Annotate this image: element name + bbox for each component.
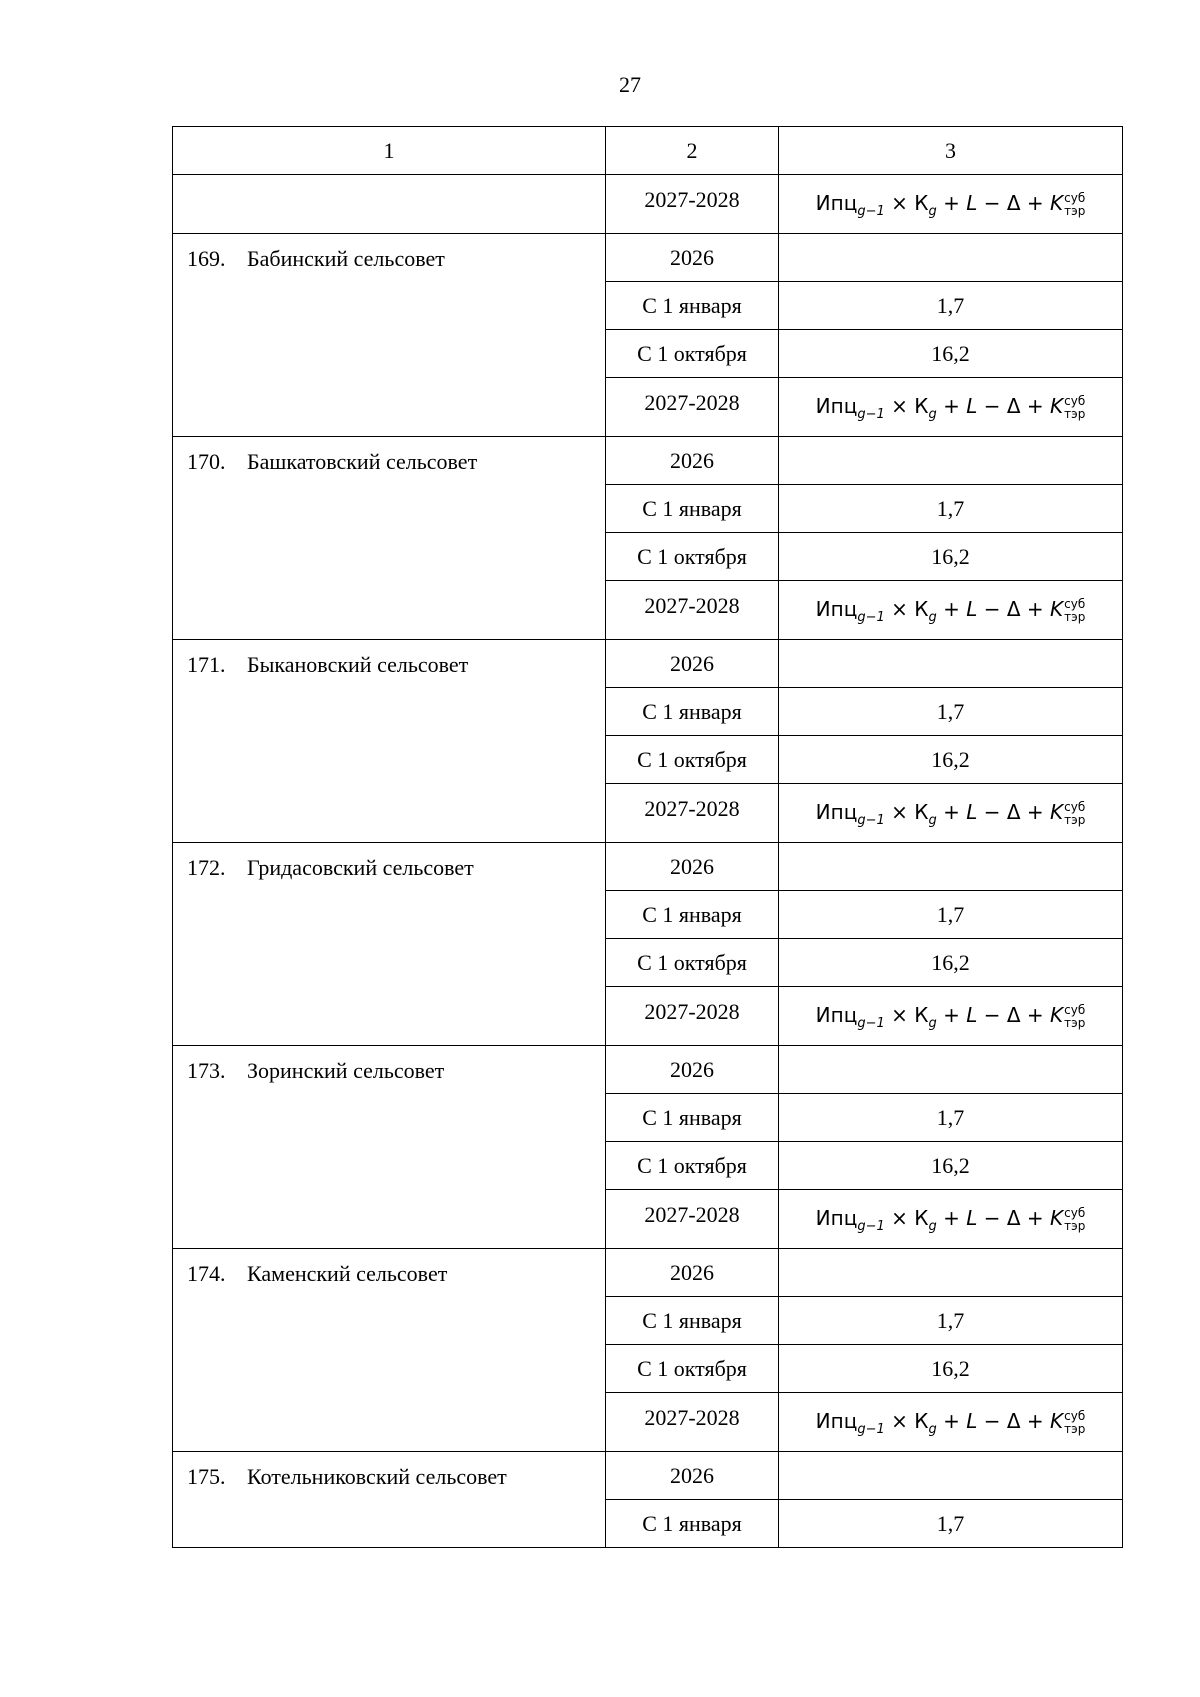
- formula-delta: Δ: [1006, 597, 1021, 621]
- formula-minus: −: [983, 1206, 1001, 1230]
- year-cell: 2026: [606, 843, 779, 891]
- period-cell: С 1 января: [606, 282, 779, 330]
- formula-ipc: Ипц: [815, 1206, 858, 1230]
- settlement-name-cell: [173, 1452, 606, 1548]
- value-cell: 1,7: [779, 485, 1123, 533]
- formula-kter-subscript: тэр: [1064, 1015, 1086, 1030]
- column-header-3: 3: [779, 127, 1123, 175]
- formula-delta: Δ: [1006, 1409, 1021, 1433]
- formula-delta: Δ: [1006, 1003, 1021, 1027]
- formula-ipc-subscript: g−1: [857, 1219, 885, 1234]
- formula-l: L: [966, 1409, 978, 1433]
- formula-plus-2: +: [1026, 800, 1044, 824]
- continuation-row: [173, 175, 1123, 234]
- formula-kter-subscript: тэр: [1064, 1421, 1086, 1436]
- period-cell: С 1 января: [606, 891, 779, 939]
- formula-kter-superscript: суб: [1064, 190, 1086, 205]
- formula-kter-superscript: суб: [1064, 596, 1086, 611]
- formula-kter: K: [1050, 1206, 1064, 1230]
- formula-plus-2: +: [1026, 1206, 1044, 1230]
- period-cell: С 1 октября: [606, 533, 779, 581]
- period-cell: 2027-2028: [606, 175, 779, 234]
- formula-cell: [779, 987, 1123, 1046]
- year-cell: 2026: [606, 234, 779, 282]
- period-cell: С 1 октября: [606, 1142, 779, 1190]
- value-cell: 1,7: [779, 1500, 1123, 1548]
- indexation-formula: [816, 192, 1086, 218]
- period-cell: 2027-2028: [606, 378, 779, 437]
- year-cell: 2026: [606, 1249, 779, 1297]
- period-cell: С 1 января: [606, 1094, 779, 1142]
- section-year-row: [173, 843, 1123, 891]
- formula-k-subscript: g: [928, 204, 937, 219]
- value-cell: 1,7: [779, 1297, 1123, 1345]
- settlement-name: Котельниковский сельсовет: [247, 1464, 507, 1489]
- formula-times: ×: [891, 800, 908, 824]
- formula-times: ×: [891, 1003, 908, 1027]
- period-cell: С 1 января: [606, 1500, 779, 1548]
- indexation-formula: [816, 1004, 1086, 1030]
- formula-cell: [779, 175, 1123, 234]
- formula-k-subscript: g: [928, 1422, 937, 1437]
- year-cell: 2026: [606, 1452, 779, 1500]
- formula-plus-2: +: [1026, 1003, 1044, 1027]
- formula-l: L: [966, 597, 978, 621]
- formula-kter: K: [1050, 1003, 1064, 1027]
- formula-k: К: [914, 191, 929, 215]
- empty-value-cell: [779, 1249, 1123, 1297]
- formula-kter-superscript: суб: [1064, 799, 1086, 814]
- formula-l: L: [966, 1003, 978, 1027]
- formula-ipc-subscript: g−1: [857, 407, 885, 422]
- formula-kter-subscript: тэр: [1064, 406, 1086, 421]
- formula-k-subscript: g: [928, 610, 937, 625]
- formula-kter: K: [1050, 191, 1064, 215]
- settlement-name-cell: [173, 234, 606, 437]
- formula-plus-2: +: [1026, 1409, 1044, 1433]
- period-cell: С 1 октября: [606, 939, 779, 987]
- formula-kter-subscript: тэр: [1064, 1218, 1086, 1233]
- formula-ipc-subscript: g−1: [857, 610, 885, 625]
- formula-k: К: [914, 1206, 929, 1230]
- period-cell: 2027-2028: [606, 1393, 779, 1452]
- tariff-table: [172, 126, 1123, 1548]
- settlement-name-cell: [173, 1249, 606, 1452]
- formula-kter-scripts: [1064, 801, 1085, 826]
- period-cell: 2027-2028: [606, 1190, 779, 1249]
- empty-value-cell: [779, 1046, 1123, 1094]
- formula-k-subscript: g: [928, 813, 937, 828]
- formula-plus-2: +: [1026, 394, 1044, 418]
- formula-kter: K: [1050, 800, 1064, 824]
- empty-value-cell: [779, 843, 1123, 891]
- formula-kter-scripts: [1064, 598, 1085, 623]
- value-cell: 1,7: [779, 688, 1123, 736]
- settlement-number: 173.: [187, 1058, 226, 1083]
- value-cell: 1,7: [779, 891, 1123, 939]
- formula-k: К: [914, 1409, 929, 1433]
- formula-cell: [779, 784, 1123, 843]
- formula-cell: [779, 581, 1123, 640]
- settlement-name: Каменский сельсовет: [247, 1261, 448, 1286]
- formula-plus: +: [943, 800, 960, 824]
- formula-ipc: Ипц: [815, 1003, 858, 1027]
- settlement-name-cell: [173, 640, 606, 843]
- section-year-row: [173, 1452, 1123, 1500]
- formula-kter-superscript: суб: [1064, 1205, 1086, 1220]
- formula-plus: +: [943, 394, 960, 418]
- settlement-name: Гридасовский сельсовет: [247, 855, 474, 880]
- formula-kter-subscript: тэр: [1064, 812, 1086, 827]
- formula-l: L: [966, 394, 978, 418]
- formula-k: К: [914, 1003, 929, 1027]
- period-cell: С 1 октября: [606, 330, 779, 378]
- period-cell: С 1 октября: [606, 1345, 779, 1393]
- settlement-number: 174.: [187, 1261, 226, 1286]
- formula-k: К: [914, 394, 929, 418]
- formula-times: ×: [891, 1206, 908, 1230]
- empty-value-cell: [779, 437, 1123, 485]
- section-year-row: [173, 1249, 1123, 1297]
- formula-kter-scripts: [1064, 1004, 1085, 1029]
- settlement-name: Быкановский сельсовет: [247, 652, 469, 677]
- year-cell: 2026: [606, 1046, 779, 1094]
- formula-minus: −: [983, 1409, 1001, 1433]
- formula-minus: −: [983, 191, 1001, 215]
- period-cell: 2027-2028: [606, 987, 779, 1046]
- formula-times: ×: [891, 394, 908, 418]
- period-cell: С 1 января: [606, 688, 779, 736]
- formula-ipc-subscript: g−1: [857, 1016, 885, 1031]
- settlement-name: Зоринский сельсовет: [247, 1058, 445, 1083]
- settlement-number: 171.: [187, 652, 226, 677]
- formula-k-subscript: g: [928, 407, 937, 422]
- indexation-formula: [816, 1410, 1086, 1436]
- period-cell: 2027-2028: [606, 784, 779, 843]
- section-year-row: [173, 234, 1123, 282]
- formula-ipc: Ипц: [815, 1409, 858, 1433]
- formula-k-subscript: g: [928, 1016, 937, 1031]
- formula-kter-superscript: суб: [1064, 1002, 1086, 1017]
- formula-delta: Δ: [1006, 1206, 1021, 1230]
- formula-l: L: [966, 1206, 978, 1230]
- formula-plus-2: +: [1026, 191, 1044, 215]
- settlement-name-cell: [173, 843, 606, 1046]
- empty-value-cell: [779, 640, 1123, 688]
- continuation-name-cell: [173, 175, 606, 234]
- section-year-row: [173, 1046, 1123, 1094]
- value-cell: 1,7: [779, 282, 1123, 330]
- column-header-1: 1: [173, 127, 606, 175]
- settlement-number: 169.: [187, 246, 226, 271]
- settlement-name-cell: [173, 437, 606, 640]
- formula-ipc: Ипц: [815, 800, 858, 824]
- formula-ipc-subscript: g−1: [857, 813, 885, 828]
- formula-kter-subscript: тэр: [1064, 609, 1086, 624]
- formula-kter: K: [1050, 1409, 1064, 1433]
- table-header-row: [173, 127, 1123, 175]
- formula-times: ×: [891, 1409, 908, 1433]
- formula-k: К: [914, 597, 929, 621]
- formula-minus: −: [983, 597, 1001, 621]
- formula-minus: −: [983, 800, 1001, 824]
- formula-kter: K: [1050, 597, 1064, 621]
- empty-value-cell: [779, 234, 1123, 282]
- formula-kter-scripts: [1064, 1207, 1085, 1232]
- indexation-formula: [816, 395, 1086, 421]
- formula-times: ×: [891, 191, 908, 215]
- column-header-2: 2: [606, 127, 779, 175]
- value-cell: 16,2: [779, 330, 1123, 378]
- settlement-name-cell: [173, 1046, 606, 1249]
- formula-plus: +: [943, 1409, 960, 1433]
- formula-minus: −: [983, 394, 1001, 418]
- formula-minus: −: [983, 1003, 1001, 1027]
- tariff-table-body: [173, 127, 1123, 1548]
- formula-plus: +: [943, 1003, 960, 1027]
- section-year-row: [173, 640, 1123, 688]
- formula-delta: Δ: [1006, 394, 1021, 418]
- formula-kter-scripts: [1064, 192, 1085, 217]
- year-cell: 2026: [606, 437, 779, 485]
- formula-ipc: Ипц: [815, 394, 858, 418]
- formula-cell: [779, 1393, 1123, 1452]
- formula-cell: [779, 378, 1123, 437]
- value-cell: 16,2: [779, 736, 1123, 784]
- formula-kter-scripts: [1064, 1410, 1085, 1435]
- value-cell: 16,2: [779, 533, 1123, 581]
- year-cell: 2026: [606, 640, 779, 688]
- formula-k-subscript: g: [928, 1219, 937, 1234]
- formula-ipc: Ипц: [815, 191, 858, 215]
- period-cell: С 1 января: [606, 485, 779, 533]
- formula-plus: +: [943, 1206, 960, 1230]
- formula-ipc-subscript: g−1: [857, 1422, 885, 1437]
- formula-ipc: Ипц: [815, 597, 858, 621]
- value-cell: 1,7: [779, 1094, 1123, 1142]
- formula-kter-scripts: [1064, 395, 1085, 420]
- formula-plus: +: [943, 191, 960, 215]
- indexation-formula: [816, 598, 1086, 624]
- settlement-name: Башкатовский сельсовет: [247, 449, 478, 474]
- period-cell: С 1 января: [606, 1297, 779, 1345]
- formula-plus-2: +: [1026, 597, 1044, 621]
- period-cell: С 1 октября: [606, 736, 779, 784]
- empty-value-cell: [779, 1452, 1123, 1500]
- settlement-number: 175.: [187, 1464, 226, 1489]
- indexation-formula: [816, 801, 1086, 827]
- indexation-formula: [816, 1207, 1086, 1233]
- formula-times: ×: [891, 597, 908, 621]
- formula-k: К: [914, 800, 929, 824]
- period-cell: 2027-2028: [606, 581, 779, 640]
- value-cell: 16,2: [779, 1142, 1123, 1190]
- section-year-row: [173, 437, 1123, 485]
- formula-delta: Δ: [1006, 191, 1021, 215]
- formula-l: L: [966, 191, 978, 215]
- value-cell: 16,2: [779, 939, 1123, 987]
- formula-kter-subscript: тэр: [1064, 203, 1086, 218]
- page-number: 27: [619, 72, 641, 97]
- settlement-number: 172.: [187, 855, 226, 880]
- value-cell: 16,2: [779, 1345, 1123, 1393]
- formula-delta: Δ: [1006, 800, 1021, 824]
- formula-cell: [779, 1190, 1123, 1249]
- settlement-number: 170.: [187, 449, 226, 474]
- settlement-name: Бабинский сельсовет: [247, 246, 445, 271]
- formula-plus: +: [943, 597, 960, 621]
- formula-kter: K: [1050, 394, 1064, 418]
- formula-kter-superscript: суб: [1064, 393, 1086, 408]
- formula-kter-superscript: суб: [1064, 1408, 1086, 1423]
- formula-ipc-subscript: g−1: [857, 204, 885, 219]
- formula-l: L: [966, 800, 978, 824]
